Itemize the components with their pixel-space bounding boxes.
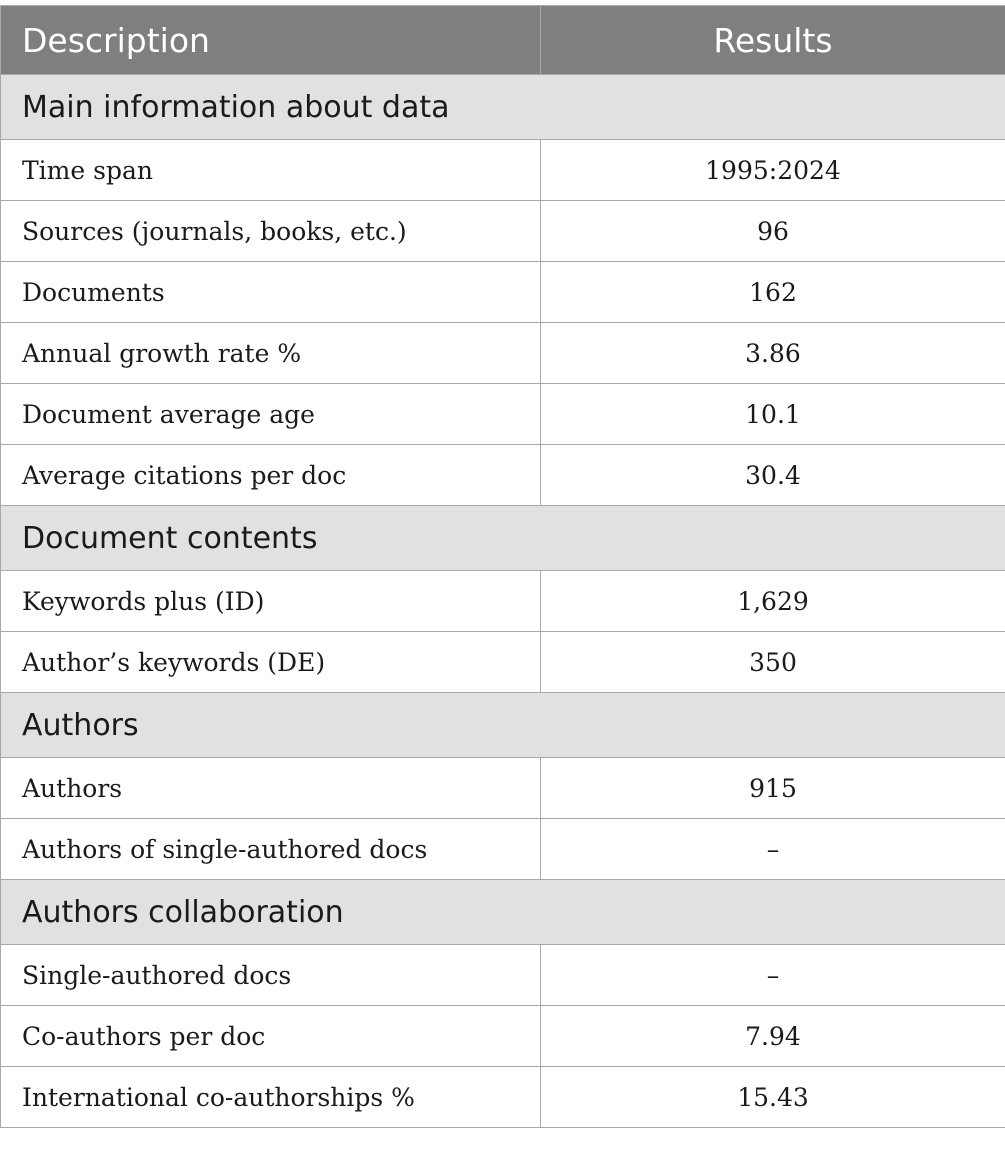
row-description: Authors of single-authored docs [1, 819, 541, 880]
row-result: 1,629 [541, 571, 1005, 632]
table-row [1, 445, 1005, 506]
table-row [1, 945, 1005, 1006]
row-description: Time span [1, 140, 541, 201]
table-row [1, 758, 1005, 819]
table-row [1, 1006, 1005, 1067]
row-description: Average citations per doc [1, 445, 541, 506]
row-result: – [541, 945, 1005, 1006]
table-row [1, 571, 1005, 632]
header-description: Description [1, 6, 541, 75]
section-title: Document contents [1, 506, 1005, 571]
summary-table [0, 5, 1005, 1128]
section-title: Authors collaboration [1, 880, 1005, 945]
row-result: 162 [541, 262, 1005, 323]
row-result: 1995:2024 [541, 140, 1005, 201]
section-header-authors-collaboration [1, 880, 1005, 945]
row-result: 30.4 [541, 445, 1005, 506]
table-row [1, 819, 1005, 880]
table-body [1, 75, 1005, 1128]
row-description: Single-authored docs [1, 945, 541, 1006]
table-row [1, 262, 1005, 323]
row-result: 96 [541, 201, 1005, 262]
row-result: 15.43 [541, 1067, 1005, 1128]
section-title: Authors [1, 693, 1005, 758]
row-result: 350 [541, 632, 1005, 693]
table-row [1, 323, 1005, 384]
header-row [1, 6, 1005, 75]
row-description: Annual growth rate % [1, 323, 541, 384]
row-description: Sources (journals, books, etc.) [1, 201, 541, 262]
table-row [1, 384, 1005, 445]
row-description: Author’s keywords (DE) [1, 632, 541, 693]
row-result: 10.1 [541, 384, 1005, 445]
section-header-main-information [1, 75, 1005, 140]
row-result: 915 [541, 758, 1005, 819]
row-description: Co-authors per doc [1, 1006, 541, 1067]
section-header-document-contents [1, 506, 1005, 571]
row-description: Keywords plus (ID) [1, 571, 541, 632]
row-result: – [541, 819, 1005, 880]
row-description: Authors [1, 758, 541, 819]
row-description: Document average age [1, 384, 541, 445]
header-results: Results [541, 6, 1005, 75]
table-row [1, 1067, 1005, 1128]
row-description: International co-authorships % [1, 1067, 541, 1128]
table-header [1, 6, 1005, 75]
row-result: 7.94 [541, 1006, 1005, 1067]
table-row [1, 140, 1005, 201]
table-row [1, 201, 1005, 262]
section-title: Main information about data [1, 75, 1005, 140]
row-result: 3.86 [541, 323, 1005, 384]
table-row [1, 632, 1005, 693]
row-description: Documents [1, 262, 541, 323]
section-header-authors [1, 693, 1005, 758]
